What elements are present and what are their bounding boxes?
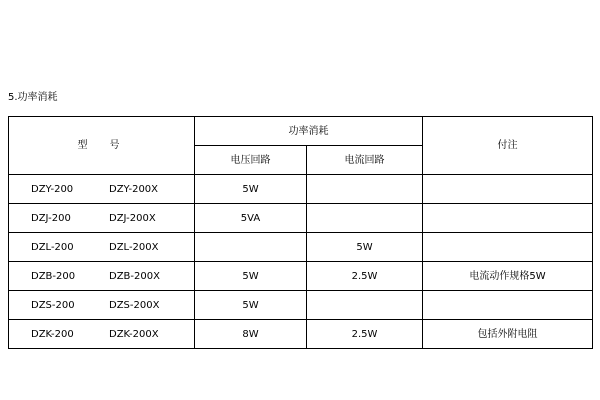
model-code-primary: DZK-200 <box>31 328 74 340</box>
model-code-primary: DZJ-200 <box>31 212 71 224</box>
header-voltage-circuit: 电压回路 <box>195 146 307 175</box>
model-code-variant: DZJ-200X <box>109 212 156 224</box>
cell-note: 电流动作规格5W <box>423 262 593 291</box>
cell-voltage: 5VA <box>195 204 307 233</box>
model-code-primary: DZL-200 <box>31 241 74 253</box>
cell-model <box>9 204 195 233</box>
cell-note <box>423 233 593 262</box>
cell-voltage: 5W <box>195 262 307 291</box>
table-row <box>9 320 593 349</box>
cell-current <box>307 291 423 320</box>
cell-model <box>9 291 195 320</box>
cell-voltage <box>195 233 307 262</box>
model-code-variant: DZS-200X <box>109 299 160 311</box>
model-code-primary: DZS-200 <box>31 299 75 311</box>
cell-note: 包括外附电阻 <box>423 320 593 349</box>
cell-voltage: 8W <box>195 320 307 349</box>
cell-voltage: 5W <box>195 291 307 320</box>
cell-model <box>9 175 195 204</box>
cell-current <box>307 175 423 204</box>
cell-note <box>423 175 593 204</box>
cell-current <box>307 204 423 233</box>
cell-current: 5W <box>307 233 423 262</box>
table-header-row-1 <box>9 117 593 146</box>
cell-note <box>423 291 593 320</box>
header-current-circuit: 电流回路 <box>307 146 423 175</box>
model-code-variant: DZB-200X <box>109 270 160 282</box>
model-code-variant: DZK-200X <box>109 328 159 340</box>
header-power-consumption: 功率消耗 <box>195 117 423 146</box>
page-title: 5.功率消耗 <box>8 92 58 103</box>
cell-model <box>9 262 195 291</box>
model-code-variant: DZY-200X <box>109 183 159 195</box>
cell-current: 2.5W <box>307 262 423 291</box>
model-code-primary: DZY-200 <box>31 183 74 195</box>
power-consumption-table <box>8 116 593 349</box>
table-row <box>9 291 593 320</box>
cell-current: 2.5W <box>307 320 423 349</box>
model-code-variant: DZL-200X <box>109 241 159 253</box>
table-row <box>9 175 593 204</box>
header-note: 付注 <box>423 117 593 175</box>
cell-voltage: 5W <box>195 175 307 204</box>
cell-model <box>9 233 195 262</box>
header-model: 型 号 <box>9 117 195 175</box>
table-row <box>9 204 593 233</box>
table-row <box>9 262 593 291</box>
power-consumption-table-wrapper <box>8 116 592 349</box>
model-code-primary: DZB-200 <box>31 270 76 282</box>
cell-note <box>423 204 593 233</box>
cell-model <box>9 320 195 349</box>
table-row <box>9 233 593 262</box>
